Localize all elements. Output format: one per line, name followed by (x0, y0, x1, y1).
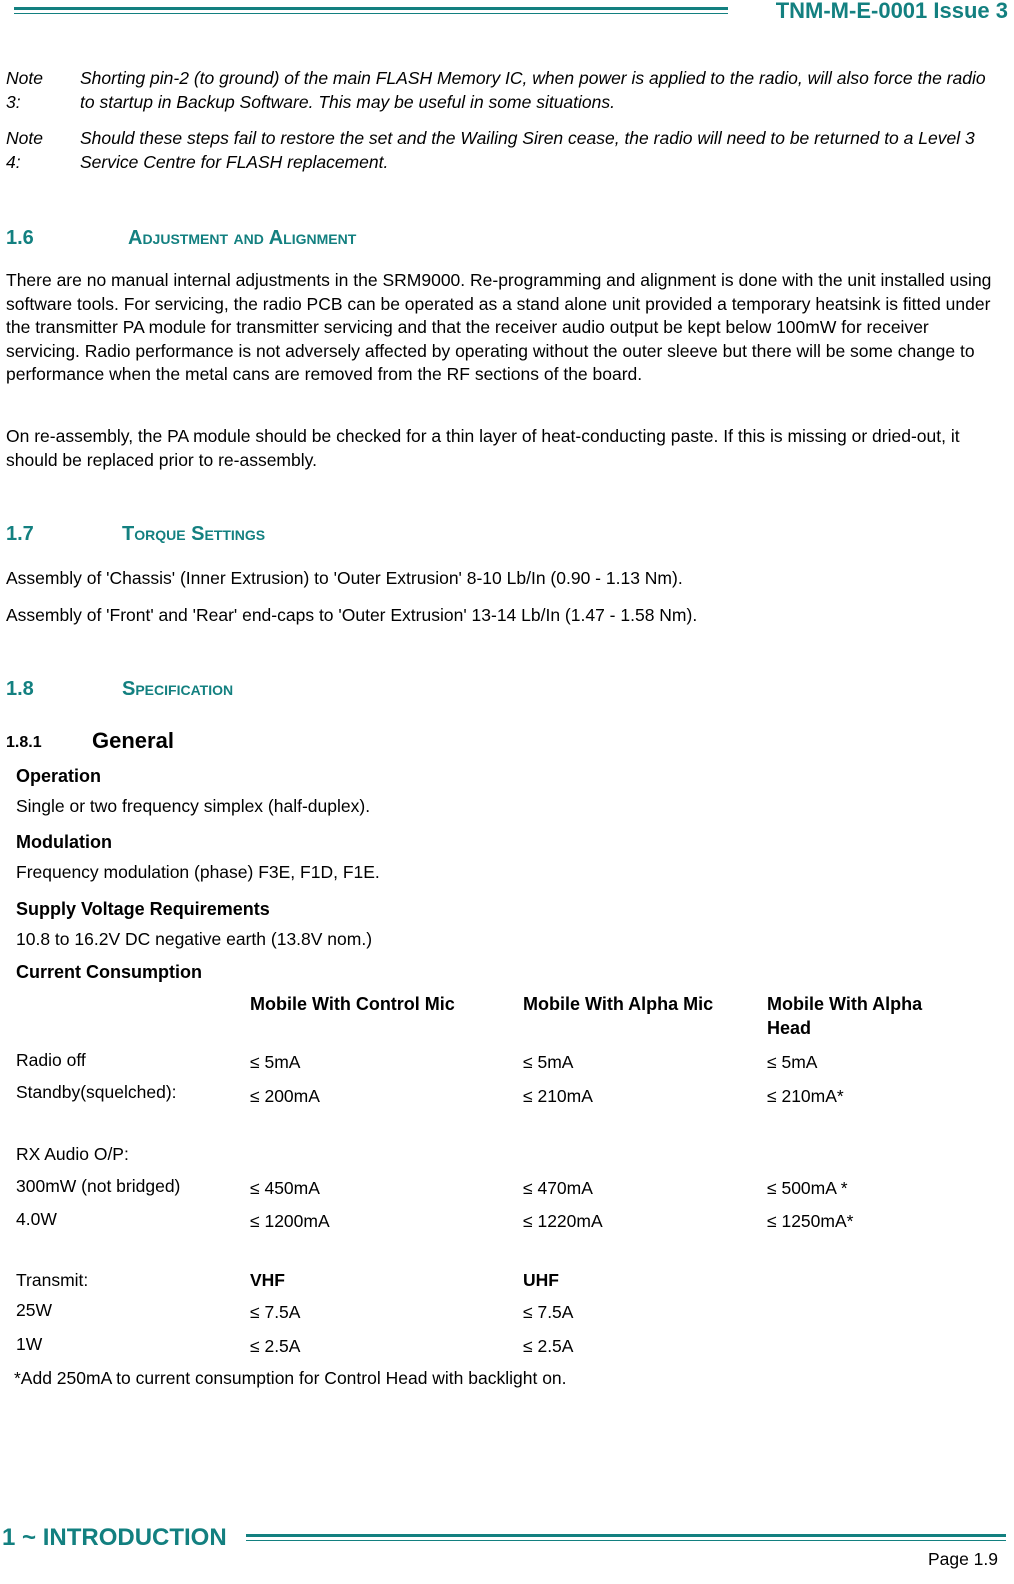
spec-text-operation: Single or two frequency simplex (half-duplex). (16, 796, 371, 816)
paragraph: On re-assembly, the PA module should be checked for a thin layer of heat-conducting paste. If this is missing or dried-out, it should be replaced prior to re-assembly. (6, 426, 960, 470)
section-title: Specification (122, 678, 234, 700)
cell-value: ≤ 7.5A (523, 1302, 574, 1322)
cell-value: ≤ 200mA (250, 1086, 320, 1106)
row-label: RX Audio O/P: (16, 1144, 129, 1164)
subsection-title: General (92, 728, 174, 753)
row-label: 300mW (not bridged) (16, 1176, 181, 1196)
column-header: Mobile With Alpha Head (767, 994, 923, 1038)
row-label: 4.0W (16, 1209, 57, 1229)
spec-text-modulation: Frequency modulation (phase) F3E, F1D, F1E. (16, 862, 380, 882)
section-title: Torque Settings (122, 523, 266, 545)
cell-value: ≤ 1220mA (523, 1211, 603, 1231)
cell-value: ≤ 1250mA* (767, 1211, 854, 1231)
cell-value: UHF (523, 1270, 559, 1290)
cell-value: ≤ 5mA (767, 1052, 818, 1072)
row-label: Transmit: (16, 1270, 89, 1290)
spec-title-modulation: Modulation (16, 832, 112, 852)
paragraph: Assembly of 'Chassis' (Inner Extrusion) to 'Outer Extrusion' 8-10 Lb/In (0.90 - 1.13 Nm). (6, 568, 683, 588)
cell-value: ≤ 2.5A (250, 1336, 301, 1356)
row-label: 25W (16, 1300, 52, 1320)
cell-value: VHF (250, 1270, 285, 1290)
spec-text-supply: 10.8 to 16.2V DC negative earth (13.8V nom.) (16, 929, 373, 949)
cell-value: ≤ 2.5A (523, 1336, 574, 1356)
cell-value: ≤ 210mA* (767, 1086, 844, 1106)
spec-title-current: Current Consumption (16, 962, 202, 982)
paragraph: There are no manual internal adjustments in the SRM9000. Re-programming and alignment is done with the unit installed using software tools. For servicing, the radio PCB can be operated as a stand alone unit provided a temporary heatsink is fitted under the transmitter PA module for transmitter servicing and that the receiver audio output be kept below 100mW for receiver servicing. Radio performance is not adversely affected by operating without the outer sleeve but there will be some change to performance when the metal cans are removed from the RF sections of the board. (6, 270, 992, 384)
section-number: 1.6 (6, 227, 34, 249)
document-id: TNM-M-E-0001 Issue 3 (775, 0, 1008, 23)
row-label: Radio off (16, 1050, 86, 1070)
section-number: 1.7 (6, 523, 34, 545)
note-label: Note 4: (6, 128, 43, 172)
spec-title-supply: Supply Voltage Requirements (16, 899, 270, 919)
table-footnote: *Add 250mA to current consumption for Control Head with backlight on. (14, 1368, 567, 1388)
paragraph: Assembly of 'Front' and 'Rear' end-caps to 'Outer Extrusion' 13-14 Lb/In (1.47 - 1.58 Nm). (6, 605, 698, 625)
cell-value: ≤ 7.5A (250, 1302, 301, 1322)
note-label: Note 3: (6, 68, 43, 112)
row-label: 1W (16, 1334, 43, 1354)
cell-value: ≤ 5mA (250, 1052, 301, 1072)
subsection-number: 1.8.1 (6, 734, 42, 751)
cell-value: ≤ 470mA (523, 1178, 593, 1198)
note-text: Should these steps fail to restore the set and the Wailing Siren cease, the radio will need to be returned to a Level 3 Service Centre for FLASH replacement. (80, 128, 975, 172)
cell-value: ≤ 210mA (523, 1086, 593, 1106)
spec-title-operation: Operation (16, 766, 102, 786)
footer-rule (246, 1534, 1006, 1546)
column-header: Mobile With Alpha Mic (523, 994, 714, 1014)
column-header: Mobile With Control Mic (250, 994, 455, 1014)
cell-value: ≤ 1200mA (250, 1211, 330, 1231)
chapter-title: 1 ~ INTRODUCTION (2, 1524, 227, 1551)
row-label: Standby(squelched): (16, 1082, 177, 1102)
cell-value: ≤ 500mA * (767, 1178, 848, 1198)
cell-value: ≤ 5mA (523, 1052, 574, 1072)
section-number: 1.8 (6, 678, 34, 700)
header-rule (14, 7, 728, 19)
cell-value: ≤ 450mA (250, 1178, 320, 1198)
page-number: Page 1.9 (927, 1549, 998, 1569)
note-text: Shorting pin-2 (to ground) of the main FLASH Memory IC, when power is applied to the radio, will also force the radio to startup in Backup Software. This may be useful in some situations. (80, 68, 986, 112)
section-title: Adjustment and Alignment (128, 227, 357, 249)
